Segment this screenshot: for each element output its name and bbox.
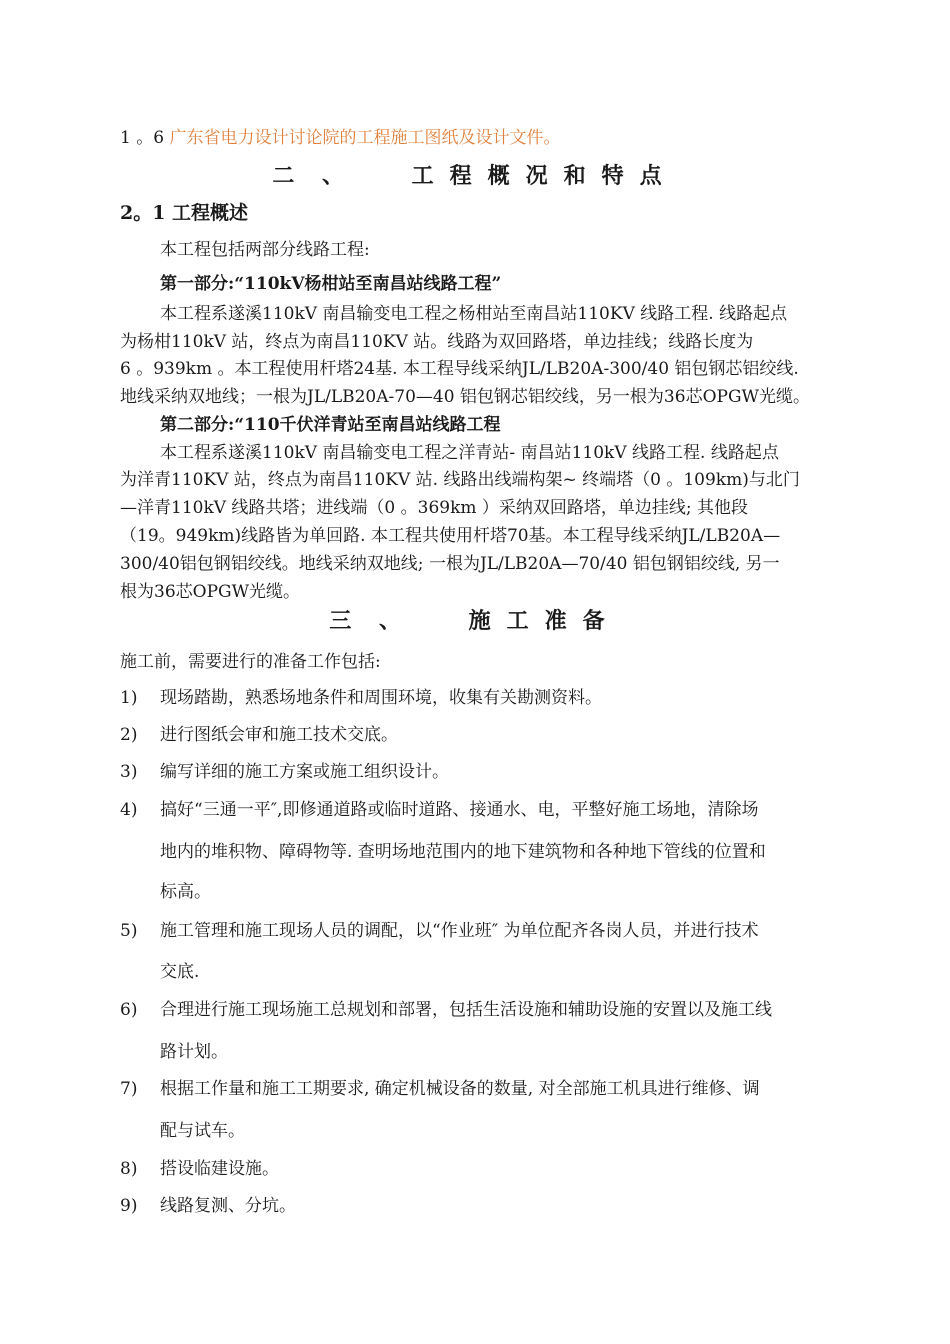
part1-line-3: 6 。939km 。本工程使用杆塔24基. 本工程导线采纳JL/LB20A-300/40 铝包钢芯铝绞线. [120,359,799,379]
list-item-text: 合理进行施工现场施工总规划和部署，包括生活设施和辅助设施的安置以及施工线 [160,1000,772,1020]
list-item-num: 8) [120,1159,138,1179]
section2-heading-num: 二 、 [272,163,354,189]
part1-line-2: 为杨柑110kV 站，终点为南昌110KV 站。线路为双回路塔，单边挂线；线路长度为 [120,332,754,352]
list-item-num: 5) [120,921,138,941]
ref-item [120,126,560,150]
list-item-text: 搞好“三通一平″,即修通道路或临时道路、接通水、电，平整好施工场地，清除场 [160,800,759,820]
list-item-text: 路计划。 [160,1042,228,1062]
section3-heading [0,607,950,635]
section2-intro: 本工程包括两部分线路工程: [160,240,370,260]
section2-heading-text: 工程概况和特点 [411,163,678,189]
list-item-text: 根据工作量和施工工期要求, 确定机械设备的数量, 对全部施工机具进行维修、调 [160,1079,760,1099]
part1-line-1: 本工程系遂溪110kV 南昌输变电工程之杨柑站至南昌站110KV 线路工程. 线路起点 [160,304,788,324]
list-item-text: 搭设临建设施。 [160,1159,279,1179]
ref-item-num: 1 。6 [120,128,165,148]
list-item-text: 地内的堆积物、障碍物等. 查明场地范围内的地下建筑物和各种地下管线的位置和 [160,842,766,862]
list-item-text: 标高。 [160,882,211,902]
list-item-text: 交底. [160,962,200,982]
part1-title: 第一部分:“110kV杨柑站至南昌站线路工程” [160,274,502,294]
part2-line-1: 本工程系遂溪110kV 南昌输变电工程之洋青站- 南昌站110kV 线路工程. 线路起点 [160,443,779,463]
section3-intro: 施工前，需要进行的准备工作包括: [120,652,381,672]
list-item-num: 4) [120,800,138,820]
part1-line-4: 地线采纳双地线；一根为JL/LB20A-70—40 铝包钢芯铝绞线，另一根为36芯OPGW光缆。 [120,387,810,407]
list-item-text: 施工管理和施工现场人员的调配，以“作业班″ 为单位配齐各岗人员，并进行技术 [160,921,759,941]
part2-line-2: 为洋青110KV 站，终点为南昌110KV 站. 线路出线端构架~ 终端塔（0 。109km)与北门 [120,470,800,490]
part2-line-3: —洋青110kV 线路共塔；进线端（0 。369km ）采纳双回路塔，单边挂线; 其他段 [120,498,749,518]
list-item-text: 进行图纸会审和施工技术交底。 [160,725,398,745]
list-item-num: 6) [120,1000,138,1020]
part2-line-6: 根为36芯OPGW光缆。 [120,582,301,602]
list-item-num: 7) [120,1079,138,1099]
list-item-text: 配与试车。 [160,1121,245,1141]
part2-line-4: （19。949km)线路皆为单回路. 本工程共使用杆塔70基。本工程导线采纳JL/LB20A— [120,526,781,546]
list-item-num: 1) [120,688,138,708]
list-item-num: 9) [120,1196,138,1216]
section2-heading [0,162,950,190]
part2-title: 第二部分:“110千伏洋青站至南昌站线路工程 [160,415,501,435]
section3-heading-num: 三 、 [329,608,411,634]
list-item-text: 编写详细的施工方案或施工组织设计。 [160,762,449,782]
section3-heading-text: 施工准备 [468,608,621,634]
list-item-text: 现场踏勘，熟悉场地条件和周围环境，收集有关勘测资料。 [160,688,602,708]
section2-subheading: 2。1 工程概述 [120,202,249,224]
list-item-num: 2) [120,725,138,745]
ref-item-text: 广东省电力设计讨论院的工程施工图纸及设计文件。 [169,128,561,148]
list-item-num: 3) [120,762,138,782]
part2-line-5: 300/40铝包钢铝绞线。地线采纳双地线; 一根为JL/LB20A—70/40 铝包钢铝绞线, 另一 [120,554,780,574]
list-item-text: 线路复测、分坑。 [160,1196,296,1216]
